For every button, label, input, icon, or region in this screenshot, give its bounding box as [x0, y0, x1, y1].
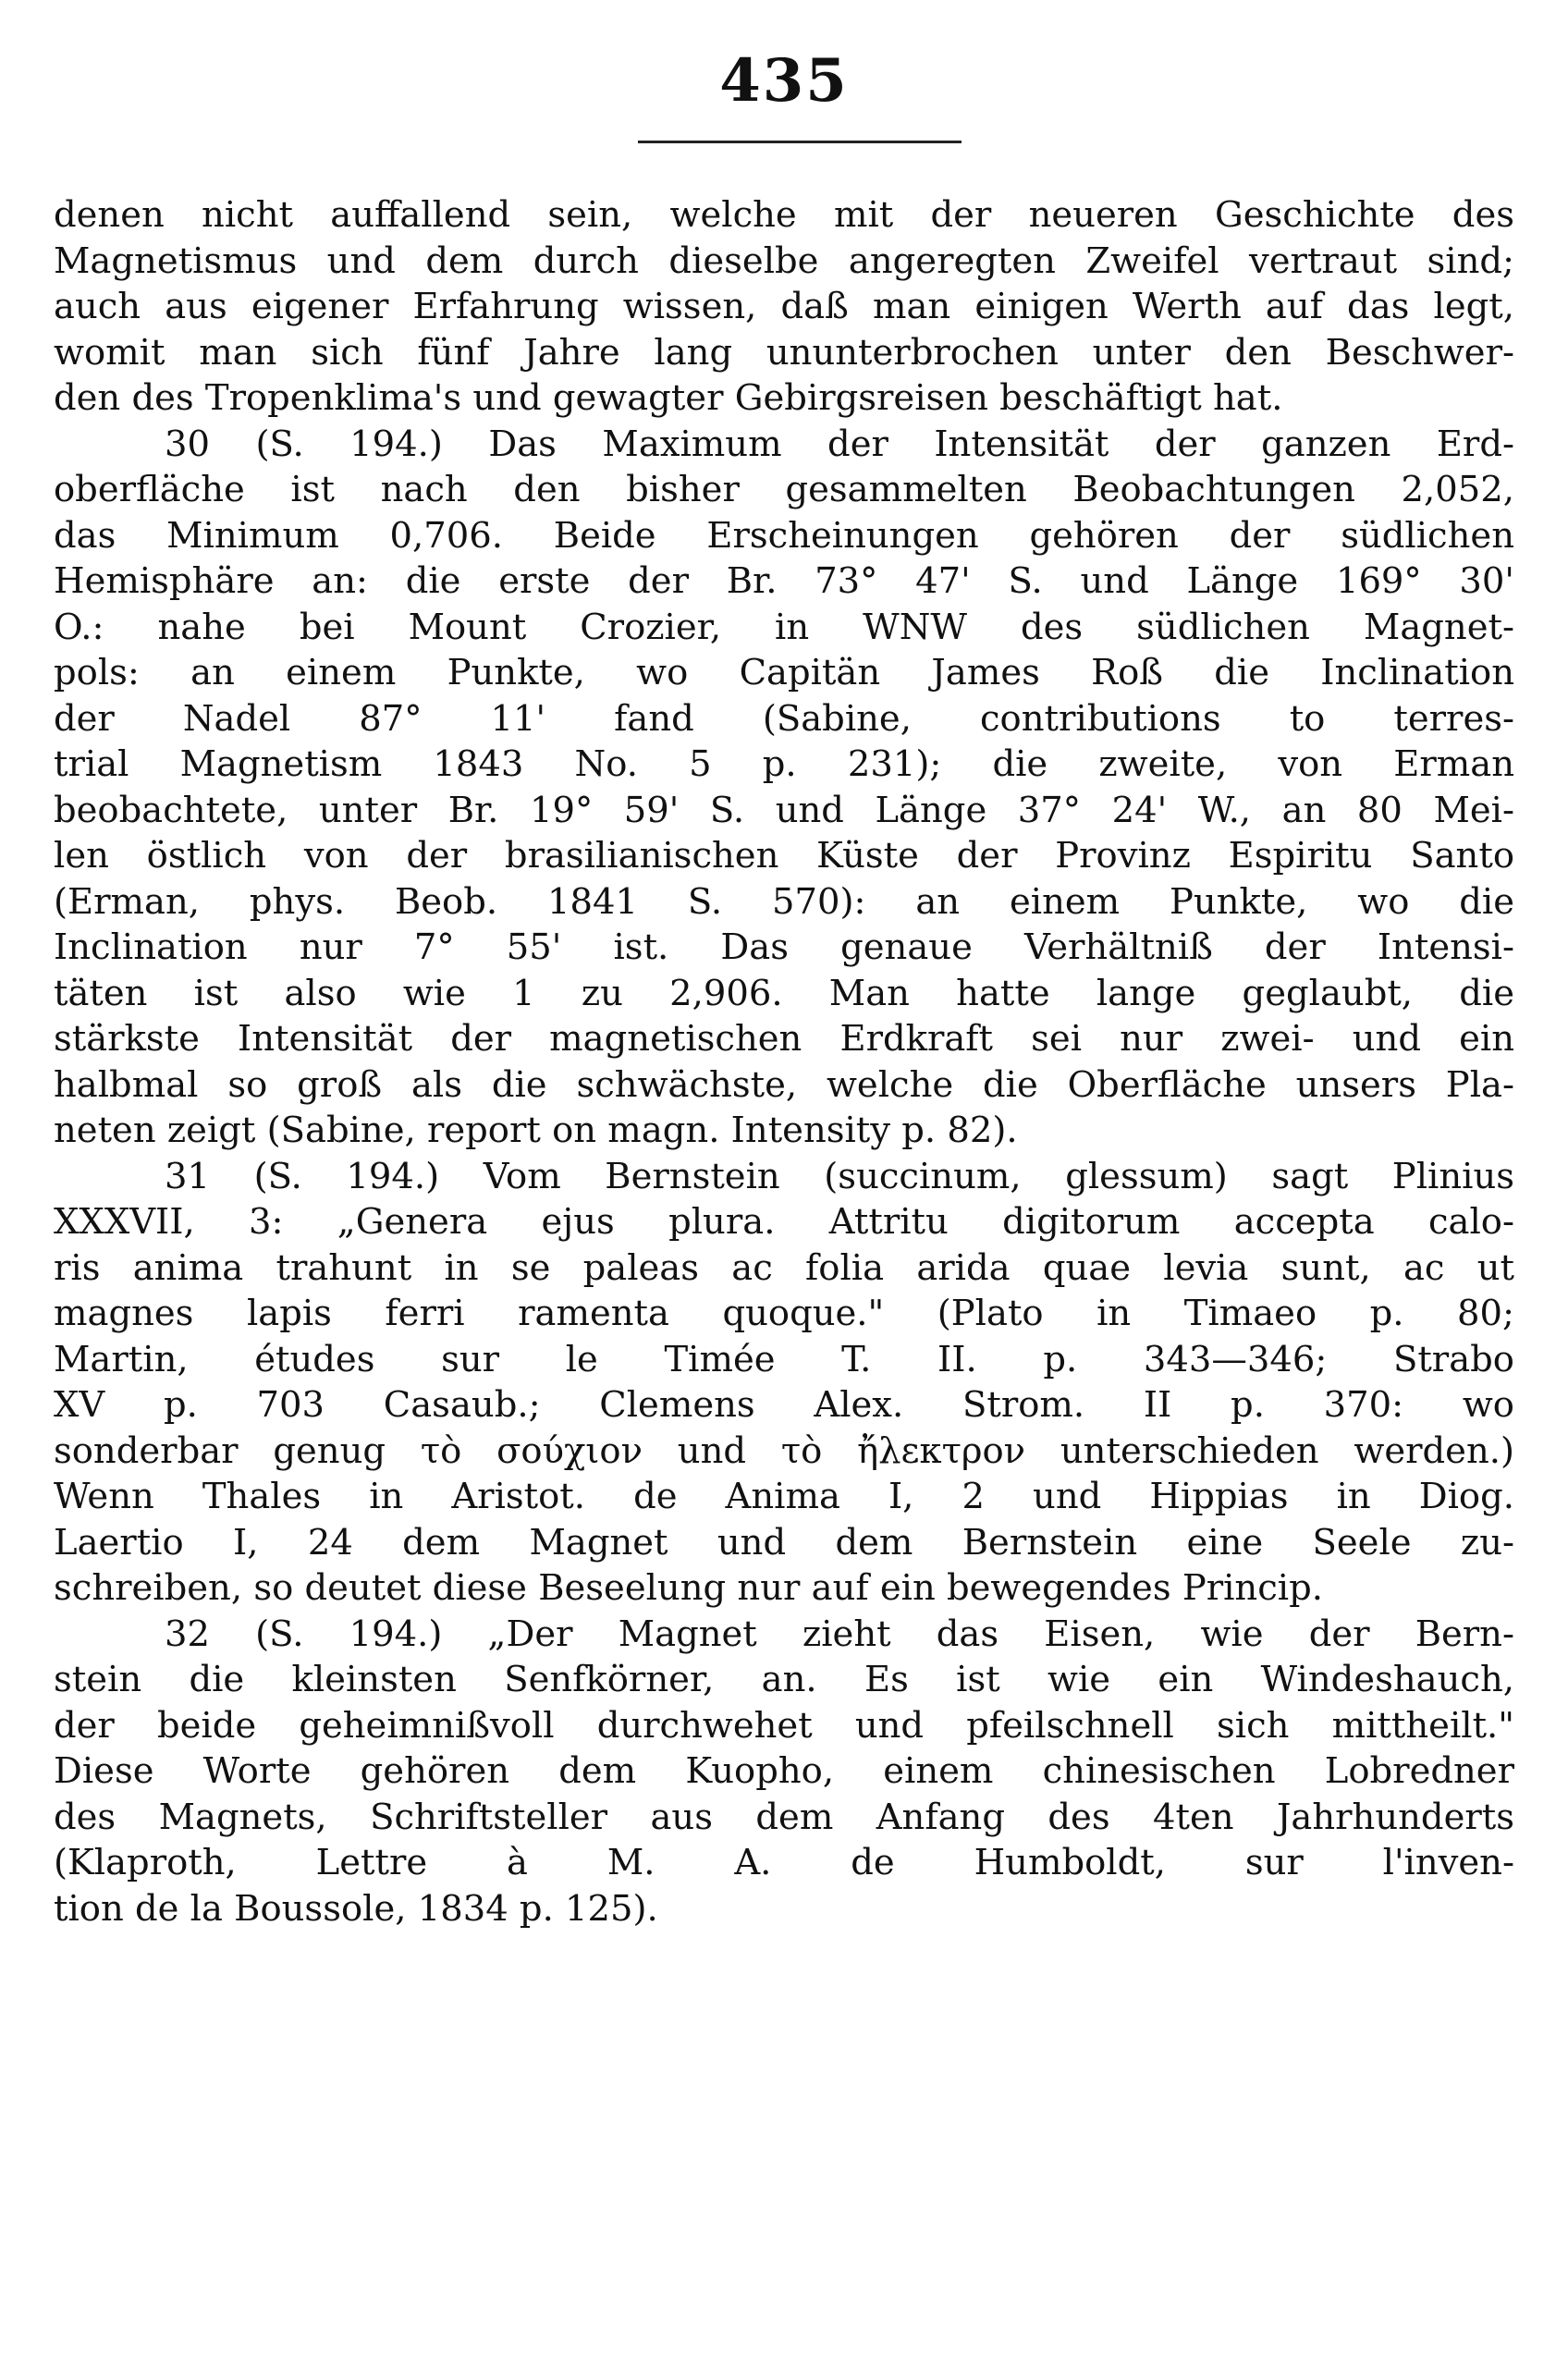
- text-line: len östlich von der brasilianischen Küste der Provinz Espiritu Santo: [54, 835, 1514, 877]
- text-line: oberfläche ist nach den bisher gesammelten Beobachtungen 2,052,: [54, 469, 1514, 510]
- header-rule: [638, 141, 962, 143]
- body-text: [54, 192, 1514, 1932]
- text-line: stein die kleinsten Senfkörner, an. Es ist wie ein Windeshauch,: [54, 1659, 1514, 1700]
- text-line: 32 (S. 194.) „Der Magnet zieht das Eisen, wie der Bern-: [165, 1613, 1514, 1655]
- text-line: schreiben, so deutet diese Beseelung nur auf ein bewegendes Princip.: [54, 1567, 1323, 1609]
- text-line: ris anima trahunt in se paleas ac folia arida quae levia sunt, ac ut: [54, 1246, 1514, 1289]
- text-line: stärkste Intensität der magnetischen Erdkraft sei nur zwei- und ein: [54, 1018, 1514, 1060]
- text-line: Inclination nur 7° 55' ist. Das genaue Verhältniß der Intensi-: [54, 926, 1514, 968]
- text-line: das Minimum 0,706. Beide Erscheinungen gehören der südlichen: [54, 514, 1514, 557]
- text-line: tion de la Boussole, 1834 p. 125).: [54, 1887, 658, 1930]
- text-line: neten zeigt (Sabine, report on magn. Intensity p. 82).: [54, 1110, 1018, 1151]
- text-line: magnes lapis ferri ramenta quoque." (Plato in Timaeo p. 80;: [54, 1293, 1514, 1334]
- text-line: auch aus eigener Erfahrung wissen, daß man einigen Werth auf das legt,: [54, 286, 1514, 327]
- text-line: der Nadel 87° 11' fand (Sabine, contributions to terres-: [54, 697, 1514, 740]
- text-line: XXXVII, 3: „Genera ejus plura. Attritu digitorum accepta calo-: [54, 1201, 1514, 1243]
- text-line: denen nicht auffallend sein, welche mit der neueren Geschichte des: [54, 194, 1514, 236]
- text-line: halbmal so groß als die schwächste, welche die Oberfläche unsers Pla-: [54, 1063, 1514, 1106]
- text-line: (Erman, phys. Beob. 1841 S. 570): an einem Punkte, wo die: [54, 880, 1514, 923]
- text-line: (Klaproth, Lettre à M. A. de Humboldt, sur l'inven-: [54, 1842, 1514, 1883]
- text-line: pols: an einem Punkte, wo Capitän James Roß die Inclination: [54, 652, 1514, 693]
- text-line: XV p. 703 Casaub.; Clemens Alex. Strom. II p. 370: wo: [54, 1384, 1514, 1426]
- text-line: Wenn Thales in Aristot. de Anima I, 2 und Hippias in Diog.: [54, 1476, 1514, 1517]
- page-number: 435: [719, 46, 849, 116]
- text-line: Diese Worte gehören dem Kuopho, einem chinesischen Lobredner: [54, 1750, 1514, 1792]
- text-line: des Magnets, Schriftsteller aus dem Anfang des 4ten Jahrhunderts: [54, 1796, 1514, 1838]
- text-line: 30 (S. 194.) Das Maximum der Intensität der ganzen Erd-: [165, 423, 1514, 465]
- text-line: Martin, études sur le Timée T. II. p. 343—346; Strabo: [54, 1338, 1514, 1380]
- text-line: täten ist also wie 1 zu 2,906. Man hatte lange geglaubt, die: [54, 972, 1514, 1014]
- text-line: womit man sich fünf Jahre lang ununterbrochen unter den Beschwer-: [54, 331, 1514, 374]
- text-line: O.: nahe bei Mount Crozier, in WNW des südlichen Magnet-: [54, 606, 1514, 648]
- text-line: trial Magnetism 1843 No. 5 p. 231); die zweite, von Erman: [54, 743, 1514, 785]
- text-line: beobachtete, unter Br. 19° 59' S. und Länge 37° 24' W., an 80 Mei-: [54, 789, 1514, 831]
- text-line: sonderbar genug τὸ σούχιον und τὸ ἤλεκτρον unterschieden werden.): [54, 1429, 1514, 1472]
- text-line: 31 (S. 194.) Vom Bernstein (succinum, glessum) sagt Plinius: [165, 1155, 1514, 1197]
- text-line: den des Tropenklima's und gewagter Gebirgsreisen beschäftigt hat.: [54, 377, 1283, 419]
- text-line: der beide geheimnißvoll durchwehet und pfeilschnell sich mittheilt.": [54, 1704, 1514, 1747]
- text-line: Magnetismus und dem durch dieselbe angeregten Zweifel vertraut sind;: [54, 239, 1514, 282]
- text-line: Laertio I, 24 dem Magnet und dem Bernstein eine Seele zu-: [54, 1521, 1514, 1564]
- text-line: Hemisphäre an: die erste der Br. 73° 47' S. und Länge 169° 30': [54, 560, 1514, 602]
